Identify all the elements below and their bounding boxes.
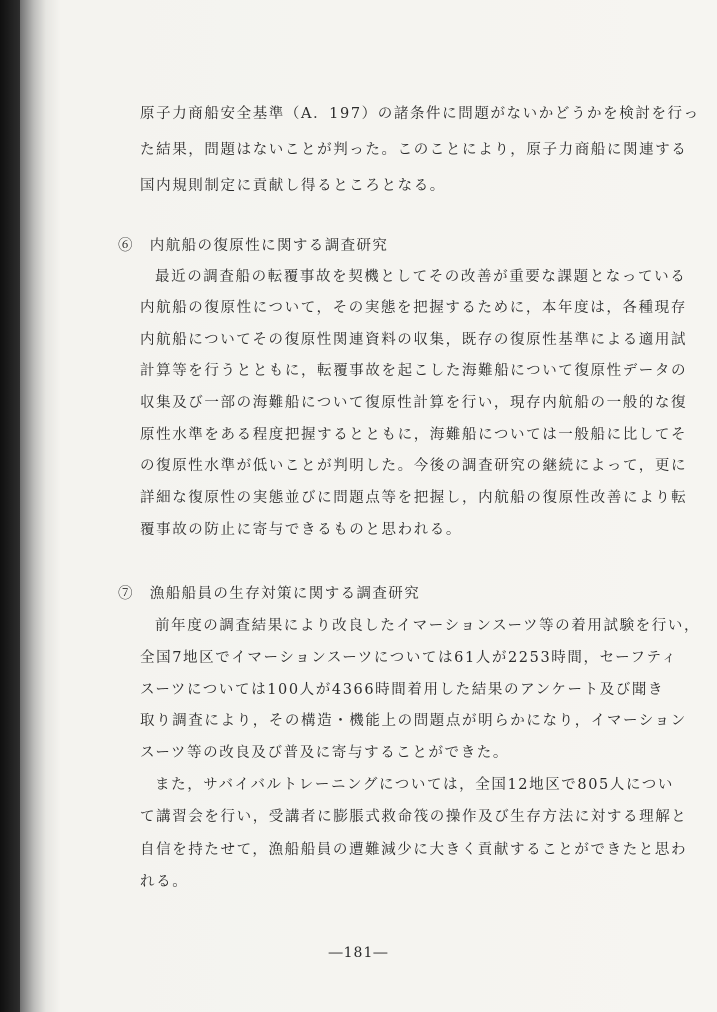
section-6-line: 原性水準をある程度把握するとともに，海難船については一般船に比してそ [140,427,688,443]
section-5-line: た結果，問題はないことが判った。このことにより，原子力商船に関連する [140,142,688,158]
section-5-line: 原子力商船安全基準（A．197）の諸条件に問題がないかどうかを検討を行っ [140,106,700,122]
section-7-line: スーツ等の改良及び普及に寄与することができた。 [140,745,509,761]
section-6-line: 最近の調査船の転覆事故を契機としてその改善が重要な課題となっている [155,269,687,285]
section-7-line: 取り調査により，その構造・機能上の問題点が明らかになり，イマーション [140,713,687,729]
page-number: ―181― [328,945,389,961]
section-5-line: 国内規則制定に貢献し得るところとなる。 [140,178,446,194]
section-6-line: の復原性水準が低いことが判明した。今後の調査研究の継続によって，更に [140,458,688,474]
section-6-line: 覆事故の防止に寄与できるものと思われる。 [140,522,462,538]
section-6-line: 詳細な復原性の実態並びに問題点等を把握し，内航船の復原性改善により転 [140,490,688,506]
section-6-line: 内航船についてその復原性関連資料の収集，既存の復原性基準による適用試 [140,332,688,348]
section-6-line: 収集及び一部の海難船について復原性計算を行い，現存内航船の一般的な復 [140,395,688,411]
section-6-line: 内航船の復原性について，その実態を把握するために，本年度は，各種現存 [140,300,687,316]
section-6-heading: ⑥ 内航船の復原性に関する調査研究 [118,238,389,254]
section-7-line: スーツについては100人が4366時間着用した結果のアンケート及び聞き [140,682,665,698]
section-7-heading: ⑦ 漁船船員の生存対策に関する調査研究 [118,586,421,602]
section-6-line: 計算等を行うとともに，転覆事故を起こした海難船について復原性データの [140,363,688,379]
section-7-line: て講習会を行い，受講者に膨脹式救命筏の操作及び生存方法に対する理解と [140,809,688,825]
section-7-line: れる。 [140,874,189,890]
section-7-line: 自信を持たせて，漁船船員の遭難減少に大きく貢献することができたと思わ [140,842,688,858]
section-7-line: また，サバイバルトレーニングについては，全国12地区で805人につい [155,777,674,793]
section-7-line: 全国7地区でイマーションスーツについては61人が2253時間，セーフティ [140,650,678,666]
section-7-line: 前年度の調査結果により改良したイマーションスーツ等の着用試験を行い， [155,618,701,634]
